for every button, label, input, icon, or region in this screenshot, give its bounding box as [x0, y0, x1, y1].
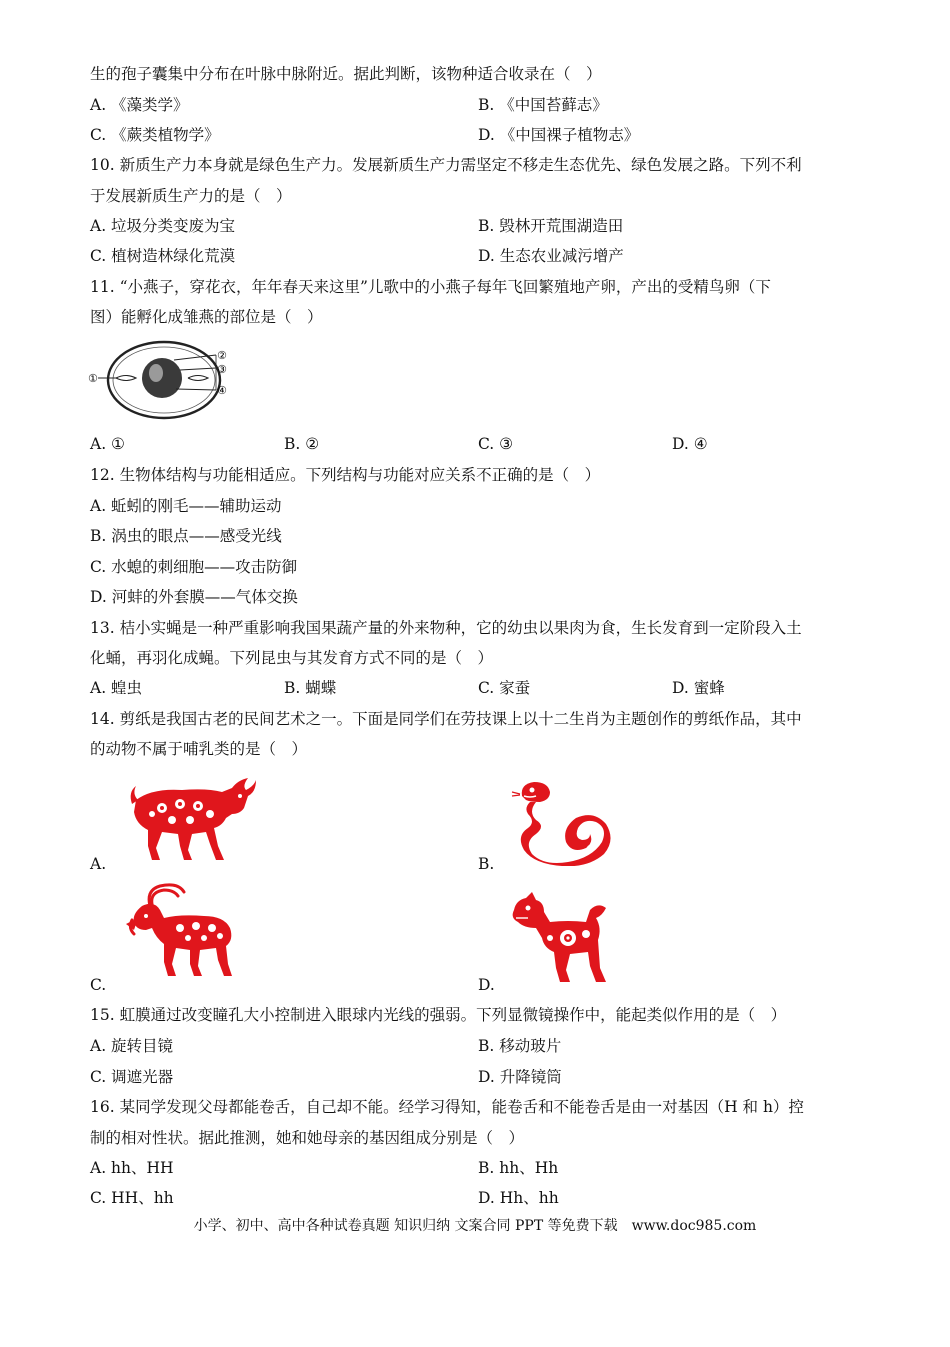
egg-label-3: ③	[217, 363, 227, 376]
q13-option-c: C. 家蚕	[478, 679, 531, 697]
q14-option-d-label: D.	[478, 976, 495, 994]
q13-stem-line2: 化蛹，再羽化成蝇。下列昆虫与其发育方式不同的是（ ）	[90, 649, 494, 667]
q13-option-d: D. 蜜蜂	[672, 679, 725, 697]
q10-option-d: D. 生态农业减污增产	[478, 247, 624, 265]
q10-option-a: A. 垃圾分类变废为宝	[90, 217, 236, 235]
q15-stem: 15. 虹膜通过改变瞳孔大小控制进入眼球内光线的强弱。下列显微镜操作中，能起类似作用的是（ ）	[90, 1006, 787, 1024]
q13-option-a: A. 蝗虫	[90, 679, 143, 697]
q10-option-b: B. 毁林开荒围湖造田	[478, 217, 624, 235]
q15-option-d: D. 升降镜筒	[478, 1068, 562, 1086]
q13-option-b: B. 蝴蝶	[284, 679, 337, 697]
egg-label-4: ④	[217, 384, 227, 397]
q10-stem-line2: 于发展新质生产力的是（ ）	[90, 187, 292, 205]
q11-option-b: B. ②	[284, 435, 320, 453]
q10-stem-line1: 10. 新质生产力本身就是绿色生产力。发展新质生产力需坚定不移走生态优先、绿色发展之路。下列不利	[90, 156, 802, 174]
q11-option-c: C. ③	[478, 435, 514, 453]
q12-option-d: D. 河蚌的外套膜——气体交换	[90, 588, 298, 606]
q13-stem-line1: 13. 桔小实蝇是一种严重影响我国果蔬产量的外来物种，它的幼虫以果肉为食，生长发育到一定阶段入土	[90, 619, 802, 637]
q16-stem-line1: 16. 某同学发现父母都能卷舌，自己却不能。经学习得知，能卷舌和不能卷舌是由一对基因（H 和 h）控	[90, 1098, 804, 1116]
q14-stem-line2: 的动物不属于哺乳类的是（ ）	[90, 740, 308, 758]
q12-option-c: C. 水螅的刺细胞——攻击防御	[90, 558, 298, 576]
ox-papercut	[122, 774, 258, 864]
q15-option-a: A. 旋转目镜	[90, 1037, 174, 1055]
q16-option-d: D. Hh、hh	[478, 1189, 559, 1207]
q15-option-c: C. 调遮光器	[90, 1068, 174, 1086]
goat-papercut	[120, 880, 240, 980]
q9-stem-end: 生的孢子囊集中分布在叶脉中脉附近。据此判断，该物种适合收录在（ ）	[90, 65, 602, 83]
q14-option-a-label: A.	[90, 855, 107, 873]
q14-option-b-label: B.	[478, 855, 495, 873]
q9-option-a: A. 《藻类学》	[90, 96, 189, 114]
q11-stem-line1: 11. “小燕子，穿花衣，年年春天来这里”儿歌中的小燕子每年飞回繁殖地产卵，产出的受精鸟卵（下	[90, 278, 771, 296]
egg-label-2: ②	[217, 349, 227, 362]
q11-option-a: A. ①	[90, 435, 125, 453]
footer-download-notice: 小学、初中、高中各种试卷真题 知识归纳 文案合同 PPT 等免费下载 www.doc985.com	[193, 1218, 757, 1234]
q16-stem-line2: 制的相对性状。据此推测，她和她母亲的基因组成分别是（ ）	[90, 1129, 525, 1147]
q12-option-a: A. 蚯蚓的刚毛——辅助运动	[90, 497, 282, 515]
dog-papercut	[506, 888, 610, 988]
q9-option-d: D. 《中国裸子植物志》	[478, 126, 640, 144]
q9-option-c: C. 《蕨类植物学》	[90, 126, 220, 144]
q16-option-a: A. hh、HH	[90, 1159, 174, 1177]
q14-stem-line1: 14. 剪纸是我国古老的民间艺术之一。下面是同学们在劳技课上以十二生肖为主题创作的剪纸作品，其中	[90, 710, 802, 728]
q14-option-c-label: C.	[90, 976, 107, 994]
egg-diagram	[88, 337, 238, 423]
q11-stem-line2: 图）能孵化成雏燕的部位是（ ）	[90, 308, 323, 326]
q9-option-b: B. 《中国苔藓志》	[478, 96, 608, 114]
q11-option-d: D. ④	[672, 435, 708, 453]
q10-option-c: C. 植树造林绿化荒漠	[90, 247, 236, 265]
q12-stem: 12. 生物体结构与功能相适应。下列结构与功能对应关系不正确的是（ ）	[90, 466, 601, 484]
q16-option-b: B. hh、Hh	[478, 1159, 559, 1177]
egg-label-1: ①	[88, 372, 98, 385]
q12-option-b: B. 涡虫的眼点——感受光线	[90, 527, 282, 545]
snake-papercut	[506, 778, 618, 866]
q16-option-c: C. HH、hh	[90, 1189, 174, 1207]
q15-option-b: B. 移动玻片	[478, 1037, 562, 1055]
